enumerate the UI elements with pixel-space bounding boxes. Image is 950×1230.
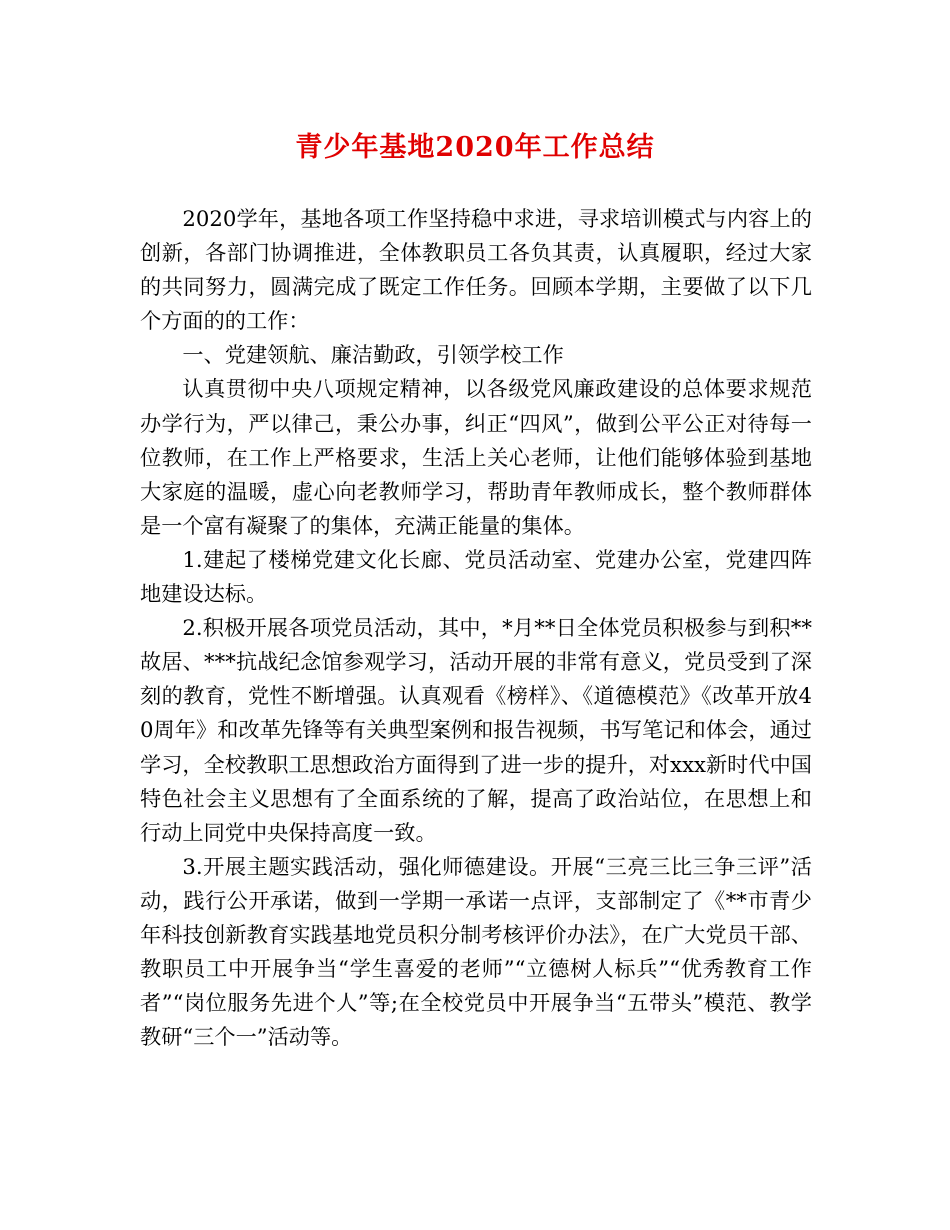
document-body <box>140 202 812 1054</box>
document-title: 青少年基地2020年工作总结 <box>295 132 655 163</box>
paragraph-intro: 2020学年，基地各项工作坚持稳中求进，寻求培训模式与内容上的创新，各部门协调推进，全体教职员工各负其责，认真履职，经过大家的共同努力，圆满完成了既定工作任务。回顾本学期，主要做了以下几个方面的的工作： <box>140 206 812 334</box>
section-heading-1: 一、党建领航、廉洁勤政，引领学校工作 <box>182 342 564 368</box>
paragraph-item-3: 3.开展主题实践活动，强化师德建设。开展“三亮三比三争三评”活动，践行公开承诺，做到一学期一承诺一点评，支部制定了《**市青少年科技创新教育实践基地党员积分制考核评价办法》，在广大党员干部、教职员工中开展争当“学生喜爱的老师”“立德树人标兵”“优秀教育工作者”“岗位服务先进个人”等;在全校党员中开展争当“五带头”模范、教学教研“三个一”活动等。 <box>140 853 812 1050</box>
paragraph-item-2: 2.积极开展各项党员活动，其中，*月**日全体党员积极参与到积**故居、***抗战纪念馆参观学习，活动开展的非常有意义，党员受到了深刻的教育，党性不断增强。认真观看《榜样》、《道德模范》《改革开放40周年》和改革先锋等有关典型案例和报告视频，书写笔记和体会，通过学习，全校教职工思想政治方面得到了进一步的提升，对xxx新时代中国特色社会主义思想有了全面系统的了解，提高了政治站位，在思想上和行动上同党中央保持高度一致。 <box>140 615 812 845</box>
paragraph-item-1: 1.建起了楼梯党建文化长廊、党员活动室、党建办公室，党建四阵地建设达标。 <box>140 546 812 607</box>
paragraph-party-building: 认真贯彻中央八项规定精神，以各级党风廉政建设的总体要求规范办学行为，严以律己，秉公办事，纠正“四风”，做到公平公正对待每一位教师，在工作上严格要求，生活上关心老师，让他们能够体验到基地大家庭的温暖，虚心向老教师学习，帮助青年教师成长，整个教师群体是一个富有凝聚了的集体，充满正能量的集体。 <box>140 376 812 538</box>
